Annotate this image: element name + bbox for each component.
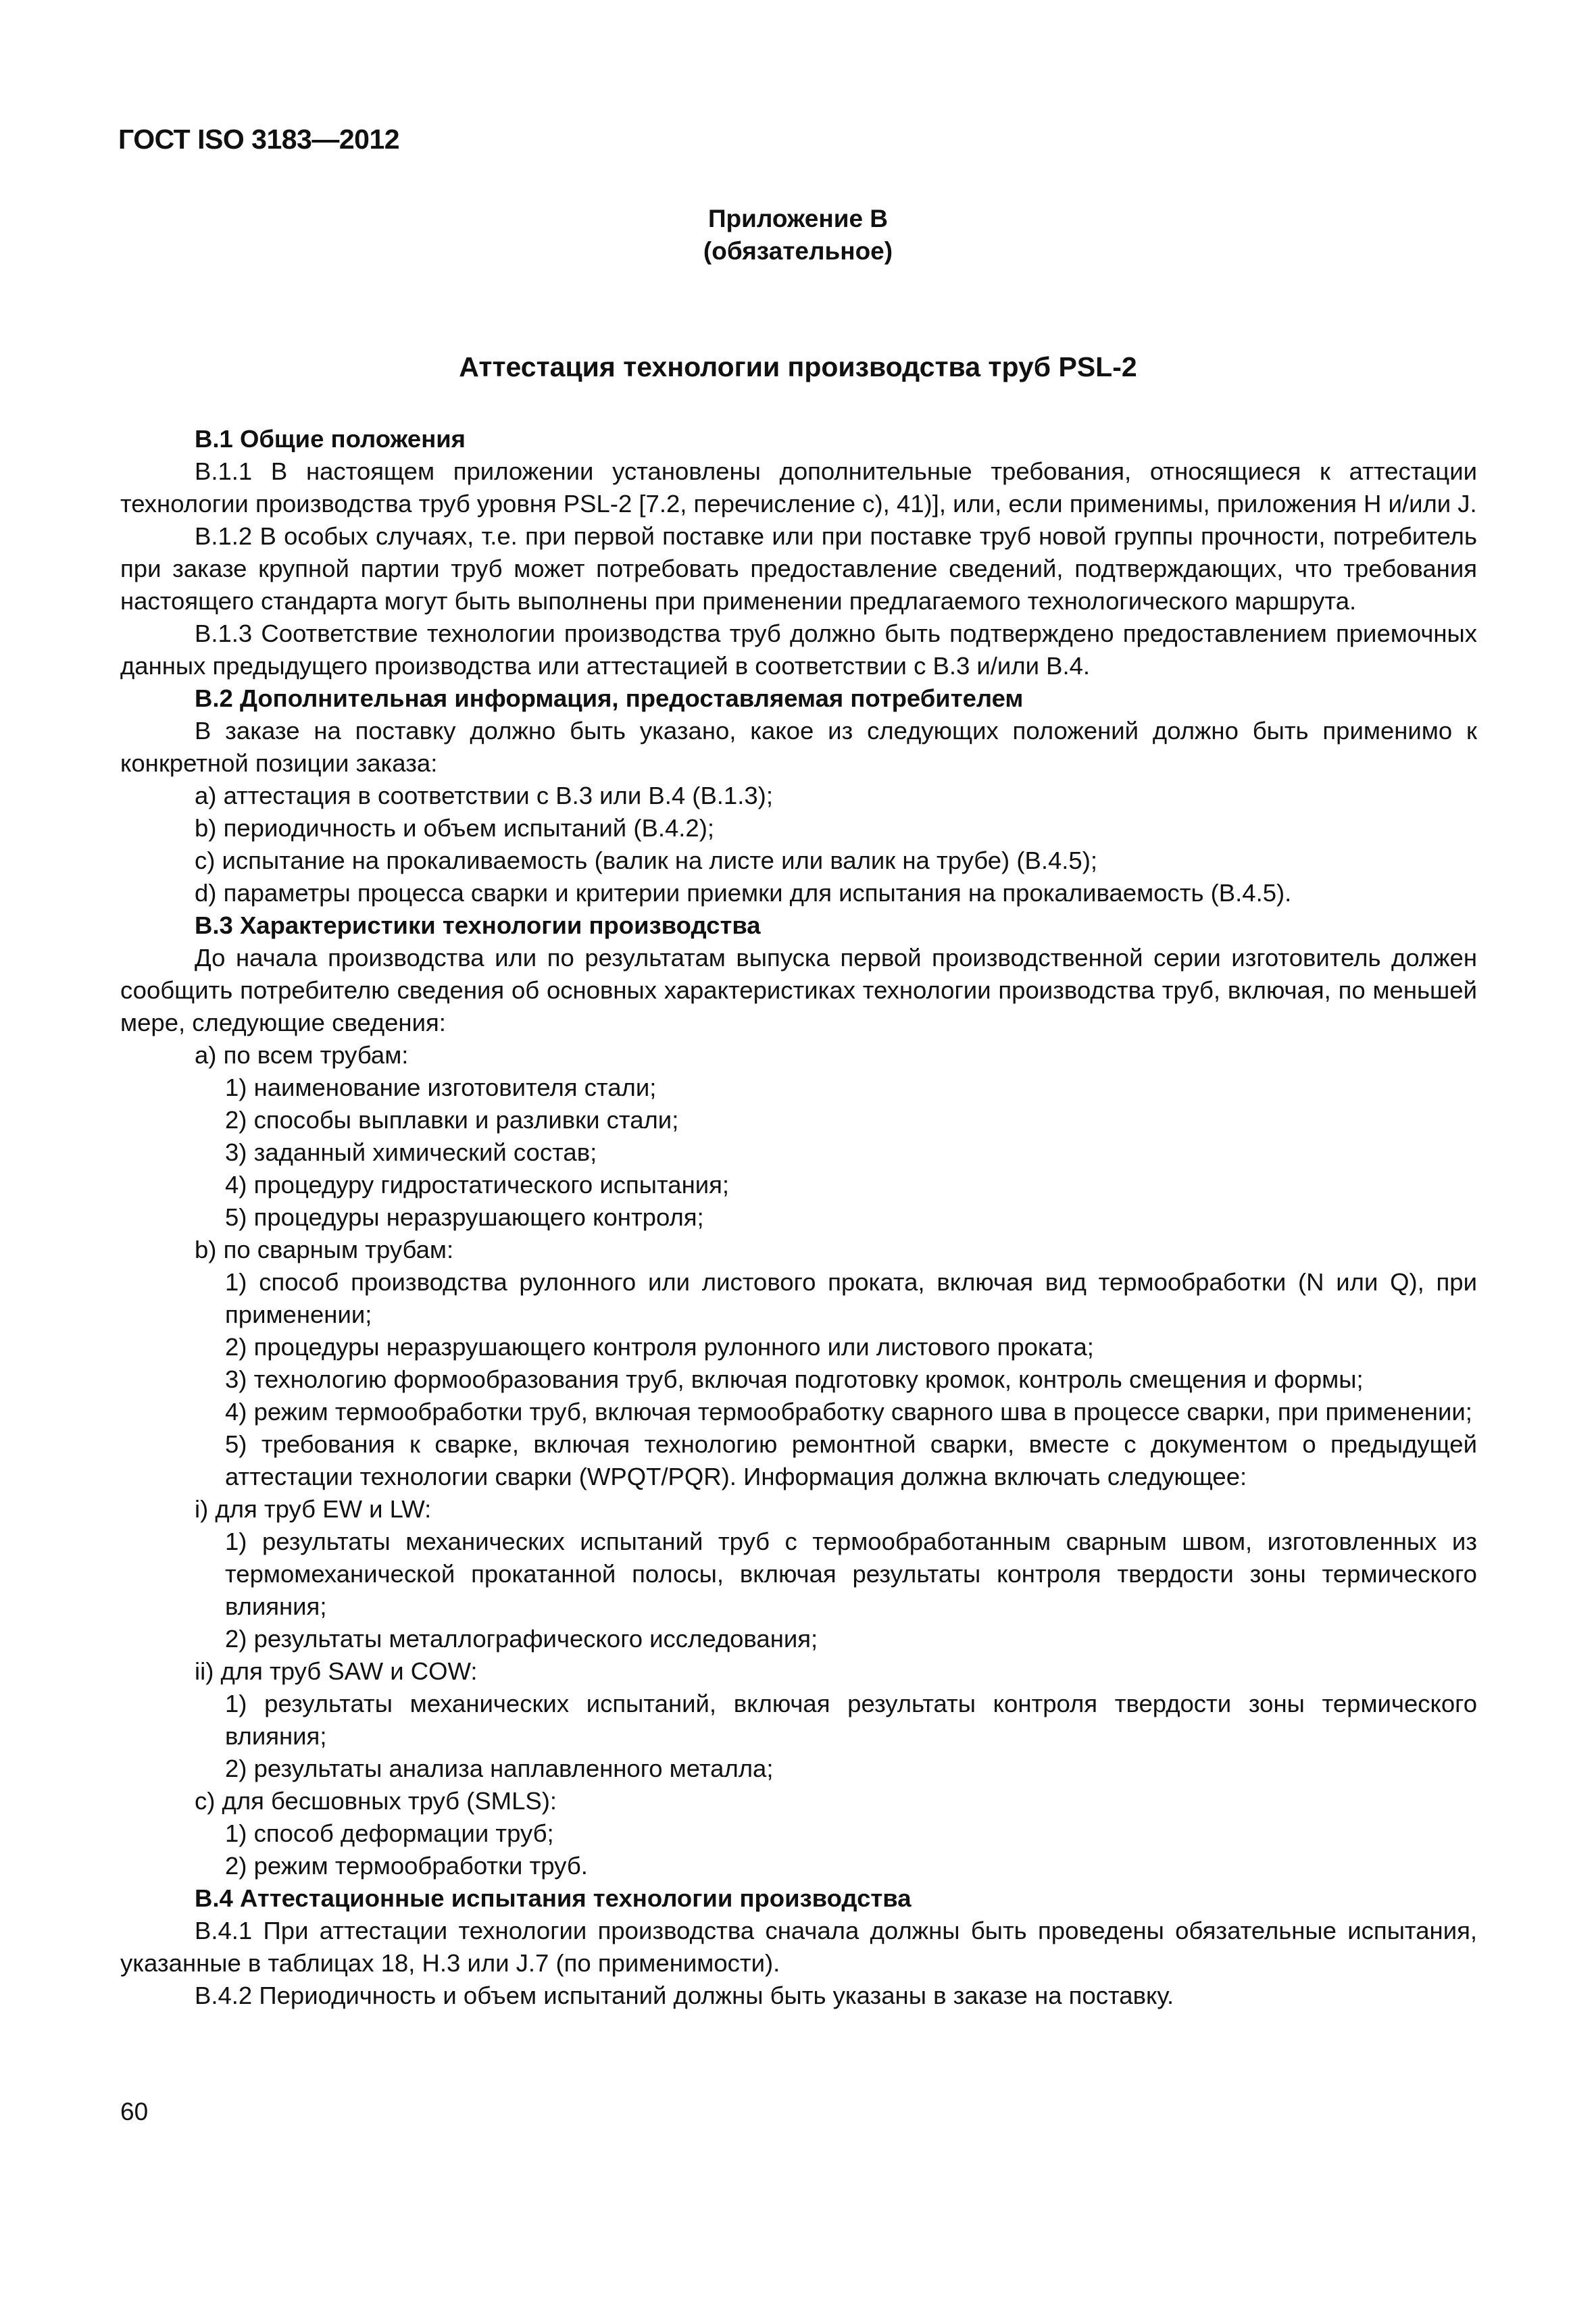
paragraph-b1-3: B.1.3 Соответствие технологии производства труб должно быть подтверждено предоставлением приемочных данных предыдущего производства или аттестацией в соответствии с B.3 и/или B.4. xyxy=(120,620,1477,680)
list-item-b3-c-1: 1) способ деформации труб; xyxy=(225,1819,554,1847)
list-item-b3-ii-2: 2) результаты анализа наплавленного металла; xyxy=(225,1755,774,1782)
list-item-b2-d: d) параметры процесса сварки и критерии приемки для испытания на прокаливаемость (B.4.5). xyxy=(195,879,1292,907)
page-number: 60 xyxy=(120,2098,149,2126)
list-item-b2-b: b) периодичность и объем испытаний (B.4.2); xyxy=(195,814,714,842)
list-item-b3-a-2: 2) способы выплавки и разливки стали; xyxy=(225,1106,679,1134)
list-item-b3-i-1: 1) результаты механических испытаний труб с термообработанным сварным швом, изготовленных из термомеханической прокатанной полосы, включая результаты контроля твердости зоны термического влияния; xyxy=(225,1528,1477,1620)
section-heading-b1: B.1 Общие положения xyxy=(195,425,466,453)
list-item-b3-c-2: 2) режим термообработки труб. xyxy=(225,1852,588,1880)
paragraph-b1-1: B.1.1 В настоящем приложении установлены дополнительные требования, относящиеся к аттестации технологии производства труб уровня PSL-2 [7.2, перечисление с), 41)], или, если применимы, приложения Н и/или J. xyxy=(120,457,1477,518)
paragraph-b3-1: До начала производства или по результатам выпуска первой производственной серии изготовитель должен сообщить потребителю сведения об основных характеристиках технологии производства труб, включая, по меньшей мере, следующие сведения: xyxy=(120,944,1477,1036)
list-label-b3-ii: ii) для труб SAW и COW: xyxy=(195,1657,478,1685)
annex-name: Приложение В xyxy=(707,205,889,232)
list-item-b3-b-3: 3) технологию формообразования труб, включая подготовку кромок, контроль смещения и формы; xyxy=(225,1365,1364,1393)
section-heading-b2: B.2 Дополнительная информация, предоставляемая потребителем xyxy=(195,684,1024,712)
list-item-b2-a: a) аттестация в соответствии с B.3 или B.4 (B.1.3); xyxy=(195,782,773,809)
list-item-b3-i-2: 2) результаты металлографического исследования; xyxy=(225,1625,818,1653)
annex-title: Аттестация технологии производства труб PSL-2 xyxy=(459,351,1137,382)
list-item-b2-c: c) испытание на прокаливаемость (валик на листе или валик на трубе) (B.4.5); xyxy=(195,847,1098,874)
list-label-b3-c: c) для бесшовных труб (SMLS): xyxy=(195,1787,557,1815)
section-heading-b3: B.3 Характеристики технологии производства xyxy=(195,911,761,939)
document-body xyxy=(120,423,1477,2012)
list-item-b3-b-5: 5) требования к сварке, включая технологию ремонтной сварки, вместе с документом о предыдущей аттестации технологии сварки (WPQT/PQR). Информация должна включать следующее: xyxy=(225,1430,1477,1490)
list-item-b3-a-1: 1) наименование изготовителя стали; xyxy=(225,1074,657,1101)
list-item-b3-a-3: 3) заданный химический состав; xyxy=(225,1138,597,1166)
list-item-b3-a-4: 4) процедуру гидростатического испытания; xyxy=(225,1171,730,1199)
list-label-b3-a: a) по всем трубам: xyxy=(195,1041,409,1069)
list-item-b3-a-5: 5) процедуры неразрушающего контроля; xyxy=(225,1203,704,1231)
list-item-b3-ii-1: 1) результаты механических испытаний, включая результаты контроля твердости зоны термического влияния; xyxy=(225,1690,1477,1750)
list-item-b3-b-1: 1) способ производства рулонного или листового проката, включая вид термообработки (N или Q), при применении; xyxy=(225,1268,1477,1328)
list-item-b3-b-2: 2) процедуры неразрушающего контроля рулонного или листового проката; xyxy=(225,1333,1094,1361)
paragraph-b4-2: B.4.2 Периодичность и объем испытаний должны быть указаны в заказе на поставку. xyxy=(195,1982,1174,2009)
list-item-b3-b-4: 4) режим термообработки труб, включая термообработку сварного шва в процессе сварки, при применении; xyxy=(225,1398,1472,1426)
paragraph-b2-1: В заказе на поставку должно быть указано, какое из следующих положений должно быть применимо к конкретной позиции заказа: xyxy=(120,717,1477,777)
list-label-b3-i: i) для труб EW и LW: xyxy=(195,1495,432,1523)
paragraph-b4-1: B.4.1 При аттестации технологии производства сначала должны быть проведены обязательные испытания, указанные в таблицах 18, Н.3 или J.7 (по применимости). xyxy=(120,1917,1477,1977)
annex-status: (обязательное) xyxy=(703,237,893,265)
document-header: ГОСТ ISO 3183—2012 xyxy=(118,124,400,155)
annex-block xyxy=(118,203,1478,268)
list-label-b3-b: b) по сварным трубам: xyxy=(195,1236,454,1263)
section-heading-b4: B.4 Аттестационные испытания технологии производства xyxy=(195,1884,912,1912)
paragraph-b1-2: B.1.2 В особых случаях, т.е. при первой поставке или при поставке труб новой группы прочности, потребитель при заказе крупной партии труб может потребовать предоставление сведений, подтверждающих, что требования настоящего стандарта могут быть выполнены при применении предлагаемого технологического маршрута. xyxy=(120,522,1477,615)
